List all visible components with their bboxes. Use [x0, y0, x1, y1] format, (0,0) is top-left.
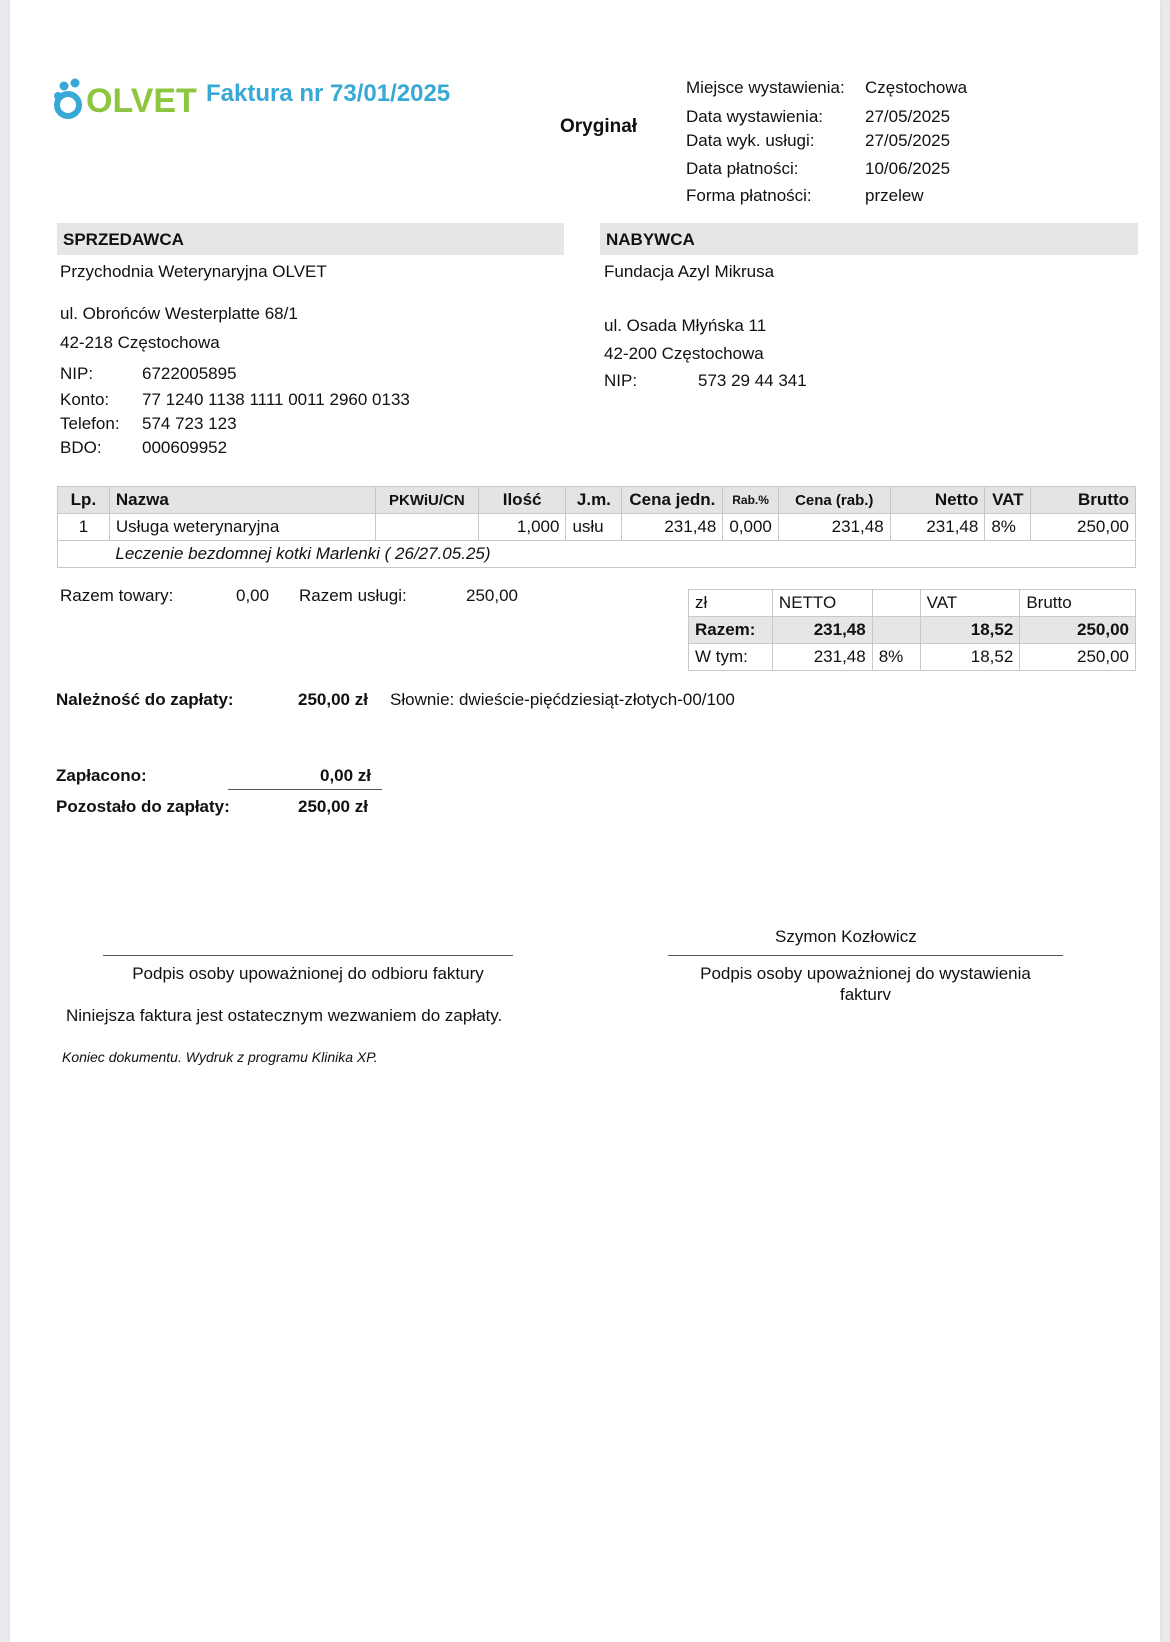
remaining-value: 250,00 zł	[298, 797, 368, 816]
item-lp: 1	[58, 514, 110, 541]
vat-header: VAT	[920, 590, 1020, 617]
services-total-label: Razem usługi:	[299, 586, 407, 605]
col-header: Netto	[890, 487, 985, 514]
brutto-header: Brutto	[1020, 590, 1136, 617]
col-header: PKWiU/CN	[375, 487, 478, 514]
item-brutto: 250,00	[1031, 514, 1136, 541]
goods-total-label: Razem towary:	[60, 586, 174, 605]
table-row	[689, 590, 1136, 617]
remaining-label: Pozostało do zapłaty:	[56, 797, 230, 816]
meta-label: Forma płatności:	[686, 186, 812, 205]
wtym-label: W tym:	[689, 644, 773, 671]
wtym-brutto: 250,00	[1020, 644, 1136, 671]
buyer-heading-text: NABYWCA	[606, 230, 695, 249]
buyer-name: Fundacja Azyl Mikrusa	[604, 262, 775, 281]
seller-field-label: Telefon:	[60, 414, 120, 433]
receiver-caption: Podpis osoby upoważnionej do odbioru faktury	[132, 964, 484, 983]
meta-value: Częstochowa	[865, 78, 968, 97]
seller-name: Przychodnia Weterynaryjna OLVET	[60, 262, 327, 281]
buyer-nip: 573 29 44 341	[698, 371, 807, 390]
meta-value: 27/05/2025	[865, 131, 951, 150]
meta-value: 10/06/2025	[865, 159, 951, 178]
due-amount: 250,00 zł	[298, 690, 368, 709]
buyer-heading	[600, 223, 1138, 255]
item-name: Usługa weterynaryjna	[109, 514, 375, 541]
copy-label: Oryginał	[560, 116, 638, 137]
wtym-vat: 18,52	[920, 644, 1020, 671]
item-unit: usłu	[566, 514, 622, 541]
paid-value: 0,00 zł	[320, 766, 372, 785]
seller-field-label: NIP:	[60, 364, 94, 383]
item-discount: 0,000	[723, 514, 779, 541]
meta-value: 27/05/2025	[865, 107, 951, 126]
col-header: Lp.	[58, 487, 110, 514]
signature-line-issuer	[668, 955, 1063, 956]
total-brutto: 250,00	[1020, 617, 1136, 644]
col-header: Ilość	[478, 487, 566, 514]
meta-label: Data płatności:	[686, 159, 799, 178]
seller-field-label: BDO:	[60, 438, 102, 457]
total-label: Razem:	[689, 617, 773, 644]
issuer-caption: Podpis osoby upoważnionej do wystawienia	[700, 964, 1031, 983]
due-words: Słownie: dwieście-pięćdziesiąt-złotych-00/100	[390, 690, 735, 709]
col-header: Rab.%	[723, 487, 779, 514]
col-header: Brutto	[1031, 487, 1136, 514]
col-header: Cena (rab.)	[778, 487, 890, 514]
buyer-nip-label: NIP:	[604, 371, 638, 390]
document-end: Koniec dokumentu. Wydruk z programu Klinika XP.	[62, 1049, 378, 1065]
buyer-city: 42-200 Częstochowa	[604, 344, 764, 363]
seller-account: 77 1240 1138 1111 0011 2960 0133	[142, 390, 410, 409]
divider	[228, 789, 382, 790]
seller-heading	[57, 223, 564, 255]
logo-text: OLVET	[86, 82, 197, 120]
items-table	[57, 486, 1136, 568]
item-qty: 1,000	[478, 514, 566, 541]
table-row	[58, 514, 1136, 541]
netto-header: NETTO	[772, 590, 872, 617]
meta-label: Data wystawienia:	[686, 107, 824, 126]
olvet-logo	[54, 78, 197, 124]
table-row	[689, 617, 1136, 644]
meta-label: Data wyk. usługi:	[686, 131, 815, 150]
issuer-name: Szymon Kozłowicz	[775, 927, 917, 946]
seller-phone: 574 723 123	[142, 414, 237, 433]
col-header: Nazwa	[109, 487, 375, 514]
seller-street: ul. Obrońców Westerplatte 68/1	[60, 304, 298, 323]
vat-summary-table	[688, 589, 1136, 671]
buyer-street: ul. Osada Młyńska 11	[604, 316, 767, 335]
table-row	[689, 644, 1136, 671]
item-netto: 231,48	[890, 514, 985, 541]
item-price: 231,48	[622, 514, 723, 541]
invoice-title: Faktura nr 73/01/2025	[206, 80, 451, 107]
total-netto: 231,48	[772, 617, 872, 644]
services-total-value: 250,00	[466, 586, 518, 605]
payment-notice: Niniejsza faktura jest ostatecznym wezwaniem do zapłaty.	[66, 1006, 503, 1025]
total-vat: 18,52	[920, 617, 1020, 644]
currency: zł	[689, 590, 773, 617]
items-header-row	[58, 487, 1136, 514]
col-header: Cena jedn.	[622, 487, 723, 514]
meta-value: przelew	[865, 186, 924, 205]
due-label: Należność do zapłaty:	[56, 690, 234, 709]
seller-heading-text: SPRZEDAWCA	[63, 230, 184, 249]
paid-label: Zapłacono:	[56, 766, 147, 785]
seller-nip: 6722005895	[142, 364, 237, 383]
item-price-disc: 231,48	[778, 514, 890, 541]
col-header: J.m.	[566, 487, 622, 514]
signature-line-receiver	[103, 955, 513, 956]
item-note-row	[58, 541, 1136, 568]
item-note: Leczenie bezdomnej kotki Marlenki ( 26/27.05.25)	[109, 541, 1135, 568]
invoice-page	[10, 0, 1160, 1642]
wtym-netto: 231,48	[772, 644, 872, 671]
item-vat: 8%	[985, 514, 1031, 541]
seller-city: 42-218 Częstochowa	[60, 333, 220, 352]
issuer-caption-2: fakturv	[839, 985, 892, 1004]
wtym-rate: 8%	[872, 644, 920, 671]
seller-bdo: 000609952	[142, 438, 228, 457]
meta-label: Miejsce wystawienia:	[686, 78, 845, 97]
item-pkwiu	[375, 514, 478, 541]
goods-total-value: 0,00	[236, 586, 270, 605]
col-header: VAT	[985, 487, 1031, 514]
seller-field-label: Konto:	[60, 390, 110, 409]
